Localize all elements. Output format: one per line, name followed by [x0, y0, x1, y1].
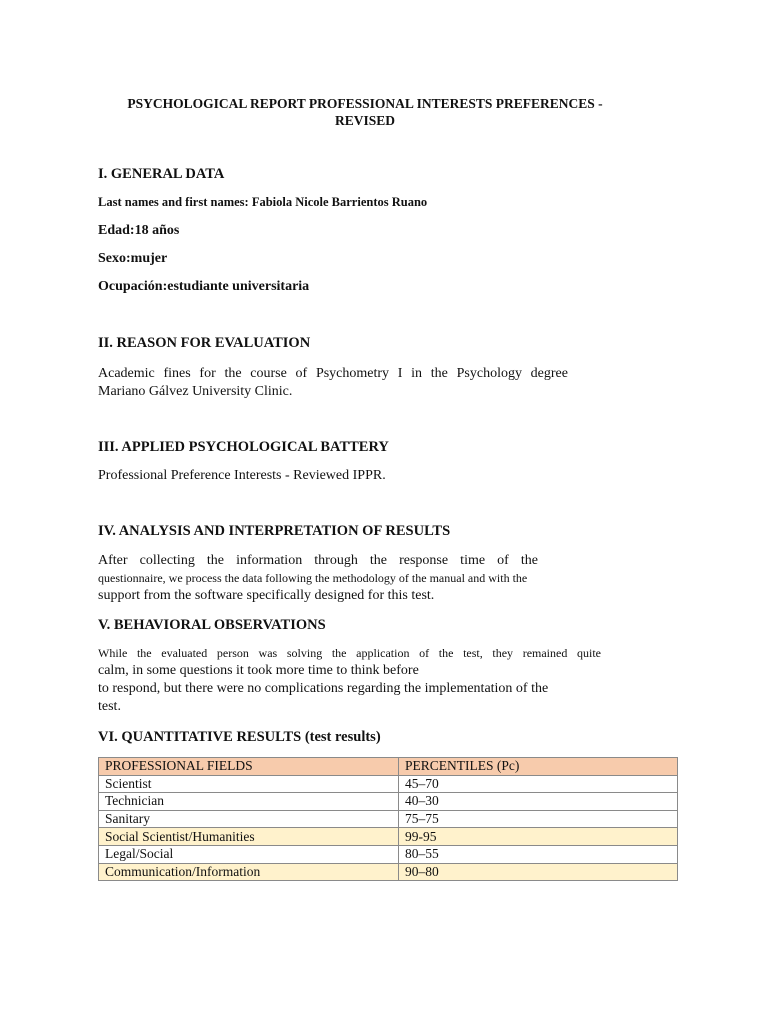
percentile-cell: 45–70: [399, 775, 678, 793]
report-title: [120, 95, 610, 129]
reason-paragraph: [98, 365, 568, 401]
header-percentiles: PERCENTILES (Pc): [399, 758, 678, 776]
reason-line-2: Mariano Gálvez University Clinic.: [98, 384, 293, 399]
table-row: [99, 810, 678, 828]
table-row: [99, 845, 678, 863]
table-row: [99, 793, 678, 811]
percentile-cell: 99-95: [399, 828, 678, 846]
battery-text: Professional Preference Interests - Reviewed IPPR.: [98, 468, 386, 483]
field-cell: Technician: [99, 793, 399, 811]
analysis-paragraph: [98, 552, 538, 605]
report-title-line-2: REVISED: [334, 113, 396, 128]
reason-heading: II. REASON FOR EVALUATION: [98, 335, 311, 351]
report-title-line-1: PSYCHOLOGICAL REPORT PROFESSIONAL INTERESTS PREFERENCES -: [127, 96, 603, 111]
field-cell: Social Scientist/Humanities: [99, 828, 399, 846]
analysis-line-3: support from the software specifically designed for this test.: [98, 588, 435, 603]
field-cell: Scientist: [99, 775, 399, 793]
field-cell: Communication/Information: [99, 863, 399, 881]
percentile-cell: 75–75: [399, 810, 678, 828]
observations-line-4: test.: [98, 699, 121, 714]
observations-paragraph: [98, 645, 601, 716]
observations-line-3: to respond, but there were no complications regarding the implementation of the: [98, 681, 549, 696]
analysis-heading: IV. ANALYSIS AND INTERPRETATION OF RESULTS: [98, 523, 451, 539]
analysis-line-2: questionnaire, we process the data following the methodology of the manual and with the: [98, 571, 528, 585]
observations-heading: V. BEHAVIORAL OBSERVATIONS: [98, 617, 326, 633]
battery-heading: III. APPLIED PSYCHOLOGICAL BATTERY: [98, 439, 389, 455]
observations-line-2: calm, in some questions it took more time to think before: [98, 663, 419, 678]
occupation-field: Ocupación:estudiante universitaria: [98, 279, 310, 294]
table-row-highlighted: [99, 828, 678, 846]
sex-field: Sexo:mujer: [98, 251, 168, 266]
age-field: Edad:18 años: [98, 223, 180, 238]
table-row-highlighted: [99, 863, 678, 881]
observations-line-1: While the evaluated person was solving the application of the test, they remained quite: [98, 646, 601, 660]
field-cell: Sanitary: [99, 810, 399, 828]
header-professional-fields: PROFESSIONAL FIELDS: [99, 758, 399, 776]
general-data-heading: I. GENERAL DATA: [98, 166, 225, 182]
results-table-header: [99, 758, 678, 776]
name-field: Last names and first names: Fabiola Nicole Barrientos Ruano: [98, 195, 428, 209]
percentile-cell: 80–55: [399, 845, 678, 863]
results-table: [98, 757, 678, 881]
table-row: [99, 775, 678, 793]
field-cell: Legal/Social: [99, 845, 399, 863]
reason-line-1: Academic fines for the course of Psychometry I in the Psychology degree: [98, 366, 568, 381]
analysis-line-1: After collecting the information through the response time of the: [98, 553, 538, 568]
percentile-cell: 90–80: [399, 863, 678, 881]
results-heading: VI. QUANTITATIVE RESULTS (test results): [98, 729, 381, 745]
percentile-cell: 40–30: [399, 793, 678, 811]
